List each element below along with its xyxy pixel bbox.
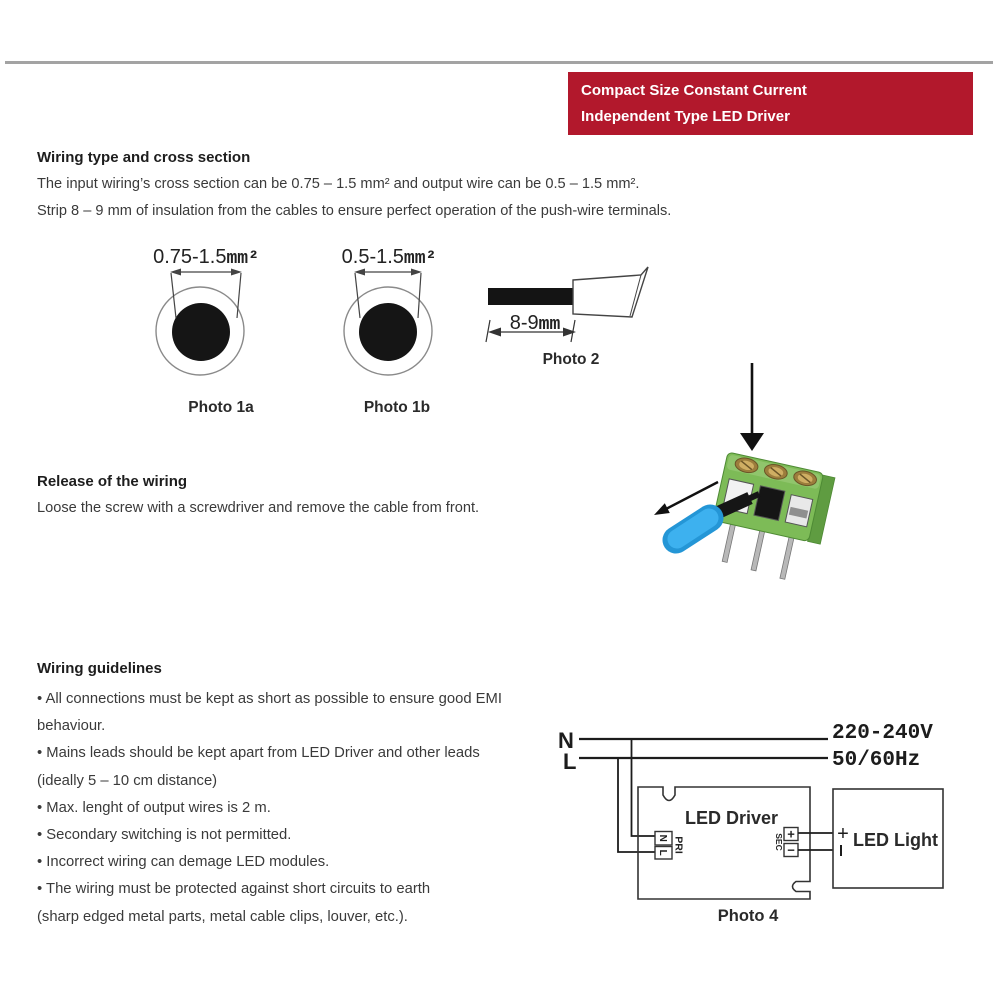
top-divider [5,61,993,64]
guideline-line: behaviour. [37,718,106,735]
led-light-plus-terminal: + [837,823,849,845]
dim-value-1b: 0.5-1.5 [341,246,404,268]
wire-core-circle-1a [172,303,230,361]
banner-line1: Compact Size Constant Current [581,82,807,99]
wiring-type-heading: Wiring type and cross section [37,149,251,166]
release-body: Loose the screw with a screwdriver and remove the cable from front. [37,500,480,516]
wiring-circuit-diagram [550,700,980,932]
guideline-line: • All connections must be kept as short as possible to ensure good EMI [37,691,502,707]
wiring-type-line2: Strip 8 – 9 mm of insulation from the cables to ensure perfect operation of the push-wire terminals. [37,203,672,219]
guideline-line: • Max. lenght of output wires is 2 m. [37,799,271,816]
dim-label-1a [150,246,262,269]
bare-wire [488,288,573,305]
terminal-block [704,452,836,585]
sec-plus-label: + [787,826,795,842]
release-heading: Release of the wiring [37,473,188,490]
terminal-pin [780,535,794,579]
dim-unit-1b: mm² [403,249,437,269]
neutral-label: N [558,728,574,753]
banner-line2: Independent Type LED Driver [581,108,790,125]
photo1b-caption: Photo 1b [363,399,431,416]
dim-value-8-9: 8-9 [509,312,539,334]
terminal-block-figure [630,355,920,590]
terminal-pin [722,522,736,562]
guidelines-list [37,686,502,931]
press-down-arrow-icon [740,363,764,451]
led-light-label: LED Light [853,830,938,850]
guidelines-heading: Wiring guidelines [37,660,162,677]
sec-minus-label: − [787,842,795,858]
wire-core-circle-1b [359,303,417,361]
guideline-line: (sharp edged metal parts, metal cable clips, louver, etc.). [37,908,408,925]
pri-terminal-l-label: L [657,849,668,856]
dim-unit-mm: mm [538,315,561,335]
dim-value-1a: 0.75-1.5 [153,246,227,268]
photo2-caption: Photo 2 [542,351,600,368]
stripped-cable-figure [480,262,670,352]
line-label: L [563,749,577,774]
led-driver-label: LED Driver [685,808,779,828]
dim-label-8-9mm [498,312,572,335]
photo4-caption: Photo 4 [717,907,779,925]
guideline-line: (ideally 5 – 10 cm distance) [37,772,218,789]
photo1a-caption: Photo 1a [188,399,254,416]
frequency-label: 50/60Hz [832,749,921,772]
terminal-pin [751,529,765,571]
sec-label: SEC [774,833,785,851]
guideline-line: • Incorrect wiring can demage LED modules. [37,854,330,871]
guideline-line: • Secondary switching is not permitted. [37,827,292,844]
pri-label: PRI [672,836,685,854]
voltage-label: 220-240V [832,722,933,745]
wire-l-to-driver [618,758,655,852]
dim-unit-1a: mm² [226,249,259,269]
dim-label-1b [333,246,445,269]
guideline-line: • The wiring must be protected against short circuits to earth [37,881,431,898]
wiring-type-line1: The input wiring’s cross section can be 0.75 – 1.5 mm² and output wire can be 0.5 – 1.5 mm². [37,176,640,192]
product-banner [568,72,973,135]
pri-terminal-n-label: N [657,834,668,842]
guideline-line: • Mains leads should be kept apart from LED Driver and other leads [37,745,480,762]
